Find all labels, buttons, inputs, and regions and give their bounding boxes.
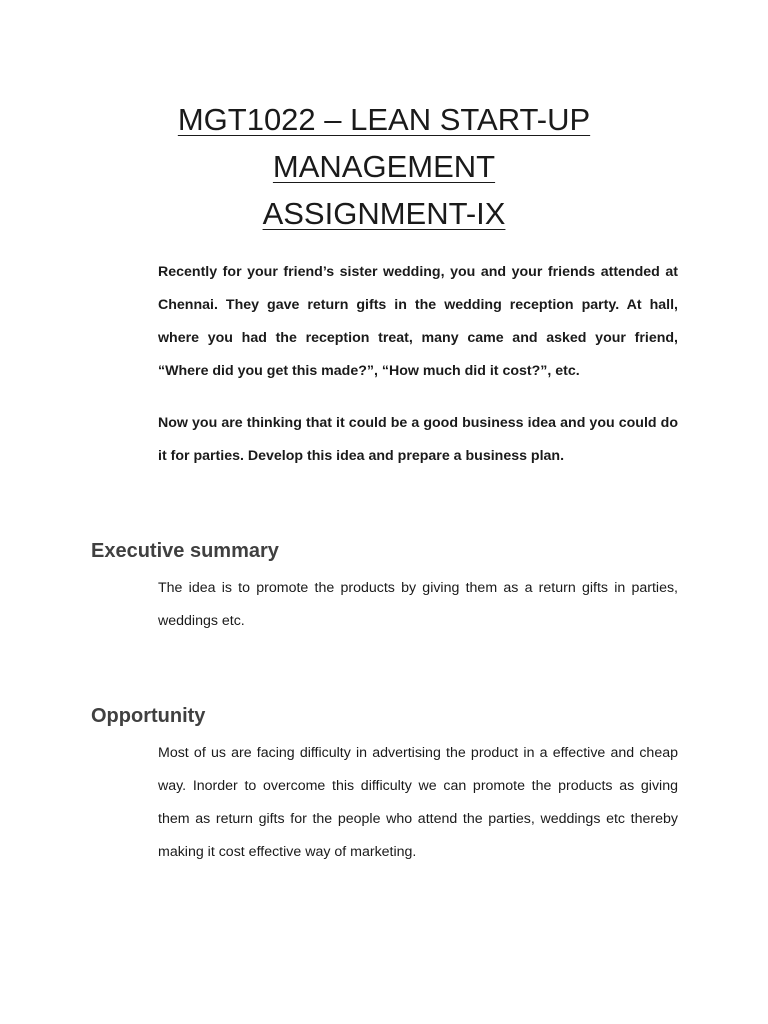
- document-title: [0, 96, 768, 237]
- title-line-1: MGT1022 – LEAN START-UP: [177, 102, 591, 137]
- opportunity-text: Most of us are facing difficulty in advertising the product in a effective and cheap way. Inorder to overcome this difficulty we can promote the products as giving them as return gifts for the people who attend the parties, weddings etc thereby making it cost effective way of marketing.: [158, 745, 678, 860]
- title-line-3: ASSIGNMENT-IX: [262, 196, 506, 231]
- title-line-2: MANAGEMENT: [272, 149, 496, 184]
- executive-summary-heading: Executive summary: [91, 540, 279, 562]
- prompt-paragraph-1: Recently for your friend’s sister wedding, you and your friends attended at Chennai. They gave return gifts in the wedding reception party. At hall, where you had the reception treat, many came and asked your friend, “Where did you get this made?”, “How much did it cost?”, etc.: [158, 264, 678, 379]
- prompt-paragraph-2: Now you are thinking that it could be a good business idea and you could do it for parties. Develop this idea and prepare a business plan.: [158, 415, 678, 464]
- executive-summary-text: The idea is to promote the products by giving them as a return gifts in parties, weddings etc.: [158, 580, 678, 629]
- opportunity-heading: Opportunity: [91, 705, 206, 727]
